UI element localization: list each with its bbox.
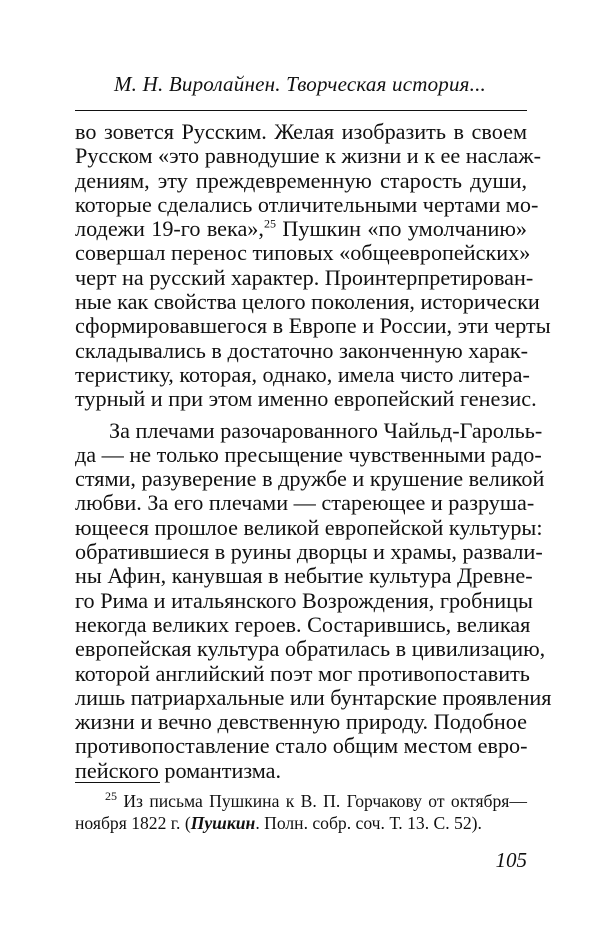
text-line: которые сделались отличительными чертами мо- [75,191,539,217]
paragraph-2 [75,417,552,783]
text-line: противопоставление стало общим местом евро- [75,733,528,759]
text-line: ны Афин, канувшая в небытие культура Древне- [75,563,533,589]
text-line: За плечами разочарованного Чайльд-Гарольь- [109,417,543,443]
footnote-text: ноября 1822 г. ( [75,812,191,833]
text-line: дениям, эту преждевременную старость души, [75,167,527,193]
paragraph-1 [75,119,551,412]
page-number: 105 [495,848,527,872]
footnote-author: Пушкин [190,812,256,833]
text-line: теристику, которая, однако, имела чисто литера- [75,361,530,387]
text-segment: лодежи 19-го века», [75,216,264,242]
footnote-reference[interactable]: 25 [263,216,276,231]
text-line: стями, разуверение в дружбе и крушение великой [75,466,545,492]
text-line: некогда великих героев. Состарившись, великая [75,611,531,637]
text-line: лишь патриархальные или бунтарские проявления [75,684,552,710]
text-line: Русском «это равнодушие к жизни и к ее наслаж- [75,143,541,169]
footnote-text: . Полн. собр. соч. Т. 13. С. 52). [255,812,482,833]
text-line: европейская культура обратилась в цивилизацию, [75,636,546,662]
text-line: совершал перенос типовых «общеевропейских» [75,240,531,266]
text-line: складывались в достаточно законченную харак- [75,337,529,363]
text-line: ные как свойства целого поколения, исторически [75,289,540,315]
text-line: любви. За его плечами — стареющее и разруша- [75,490,535,516]
text-line: черт на русский характер. Проинтерпретирован- [75,264,534,290]
footnote-number: 25 [105,789,117,804]
text-line-with-footnote [75,217,527,241]
text-line: обратившиеся в руины дворцы и храмы, развали- [75,539,543,565]
text-line: во зовется Русским. Желая изобразить в своем [75,119,527,144]
text-line: ющееся прошлое великой европейской культуры: [75,514,543,540]
text-line: да — не только пресыщение чувственными радо- [75,441,542,467]
text-line: которой английский поэт мог противопоставить [75,660,530,686]
text-line: турный и при этом именно европейский генезис. [75,386,537,412]
main-text [75,119,552,783]
footnote-line [75,813,527,835]
footnote [75,791,527,834]
text-line: го Рима и итальянского Возрождения, гробницы [75,587,533,613]
text-line: жизни и вечно девственную природу. Подобное [75,709,527,735]
header-rule [75,110,527,111]
footnote-rule [75,782,160,783]
text-line: пейского романтизма. [75,757,282,783]
running-head: М. Н. Виролайнен. Творческая история... [113,72,486,96]
text-line: сформировавшегося в Европе и России, эти черты [75,313,551,339]
text-segment: Пушкин «по умолчанию» [275,216,527,242]
footnote-line [75,791,527,813]
footnote-text: Из письма Пушкина к В. П. Горчакову от октября— [117,791,527,811]
